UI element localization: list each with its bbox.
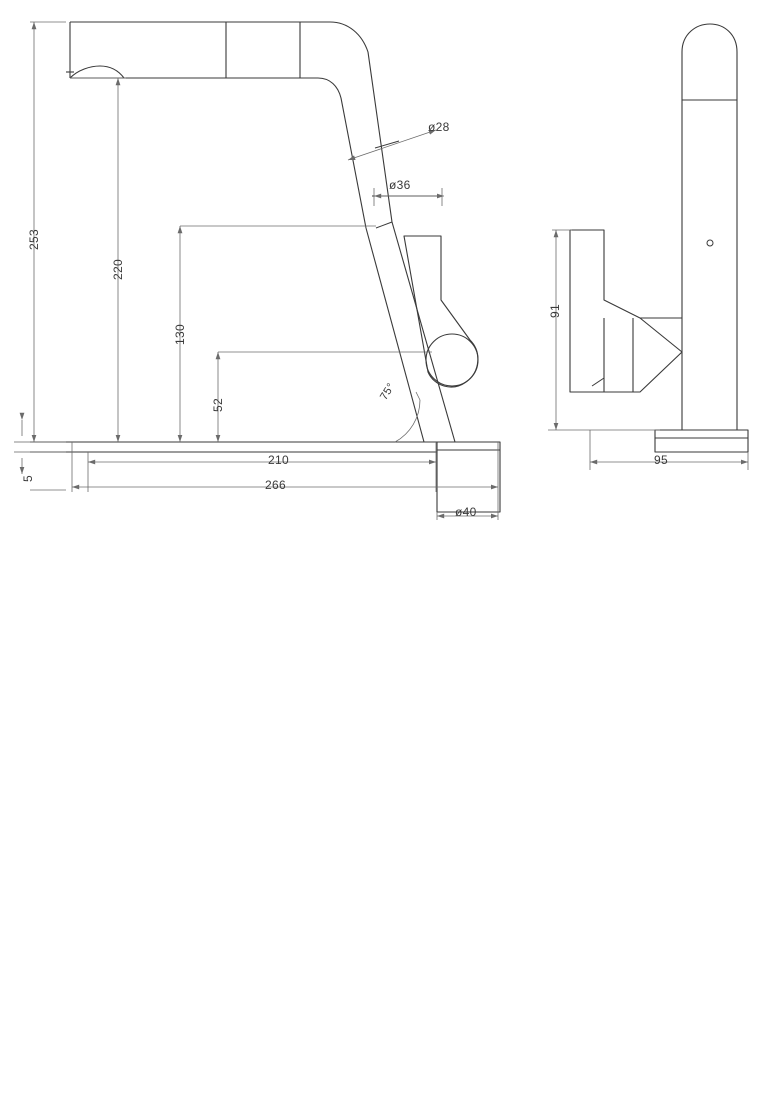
dim-label-266: 266 (265, 478, 286, 492)
dim-label-253: 253 (27, 229, 41, 250)
side-view-geometry (570, 24, 748, 452)
dim-label-210: 210 (268, 453, 289, 467)
dim-label-d28: ø28 (428, 120, 450, 134)
dim-label-5: 5 (21, 475, 35, 482)
dim-label-91: 91 (548, 304, 562, 318)
dim-label-52: 52 (211, 398, 225, 412)
dim-label-d36: ø36 (389, 178, 411, 192)
dim-label-angle-75: 75° (378, 381, 398, 403)
dim-label-d40: ø40 (455, 505, 477, 519)
front-view-geometry (30, 22, 500, 512)
dim-label-220: 220 (111, 259, 125, 280)
dim-label-130: 130 (173, 324, 187, 345)
dim-label-95: 95 (654, 453, 668, 467)
